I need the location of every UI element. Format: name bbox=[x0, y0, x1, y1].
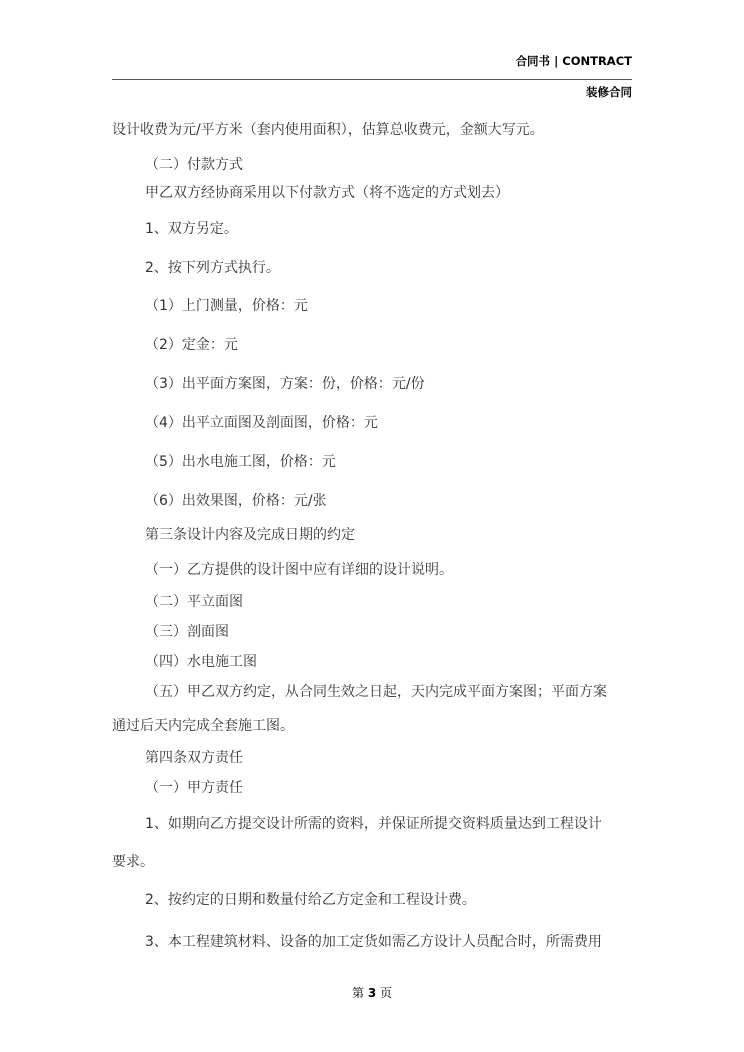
header-title: 合同书 | CONTRACT bbox=[515, 54, 632, 68]
section-heading: 第三条设计内容及完成日期的约定 bbox=[145, 527, 355, 543]
footer-prefix: 第 bbox=[351, 986, 364, 1000]
body-line: （1）上门测量，价格：元 bbox=[145, 298, 308, 314]
header-divider bbox=[112, 79, 632, 80]
body-line: （四）水电施工图 bbox=[145, 654, 257, 670]
body-line: （二）平立面图 bbox=[145, 594, 243, 610]
body-line: （5）出水电施工图，价格：元 bbox=[145, 454, 336, 470]
body-line: （2）定金：元 bbox=[145, 337, 238, 353]
body-line: （一）乙方提供的设计图中应有详细的设计说明。 bbox=[145, 562, 453, 578]
body-line: 设计收费为元/平方米（套内使用面积），估算总收费元，金额大写元。 bbox=[112, 122, 544, 138]
body-line: 通过后天内完成全套施工图。 bbox=[112, 718, 294, 734]
body-line: （二）付款方式 bbox=[145, 157, 243, 173]
section-heading: 第四条双方责任 bbox=[145, 750, 243, 766]
body-line: 1、如期向乙方提交设计所需的资料，并保证所提交资料质量达到工程设计 bbox=[145, 816, 602, 832]
body-line: 2、按下列方式执行。 bbox=[145, 260, 280, 276]
header-subtitle: 装修合同 bbox=[586, 85, 632, 99]
body-line: （五）甲乙双方约定，从合同生效之日起，天内完成平面方案图；平面方案 bbox=[145, 684, 607, 700]
body-line: （一）甲方责任 bbox=[145, 780, 243, 796]
body-line: （三）剖面图 bbox=[145, 624, 229, 640]
body-line: （6）出效果图，价格：元/张 bbox=[145, 493, 327, 509]
footer-suffix: 页 bbox=[380, 986, 393, 1000]
body-line: 2、按约定的日期和数量付给乙方定金和工程设计费。 bbox=[145, 892, 476, 908]
body-line: 甲乙双方经协商采用以下付款方式（将不选定的方式划去） bbox=[145, 185, 509, 201]
page-number: 3 bbox=[367, 986, 377, 1000]
body-line: （3）出平面方案图，方案：份，价格：元/份 bbox=[145, 376, 425, 392]
body-line: 3、本工程建筑材料、设备的加工定货如需乙方设计人员配合时，所需费用 bbox=[145, 934, 602, 950]
body-line: （4）出平立面图及剖面图，价格：元 bbox=[145, 415, 378, 431]
page-footer bbox=[0, 984, 744, 1001]
body-line: 要求。 bbox=[112, 854, 154, 870]
body-line: 1、双方另定。 bbox=[145, 221, 238, 237]
